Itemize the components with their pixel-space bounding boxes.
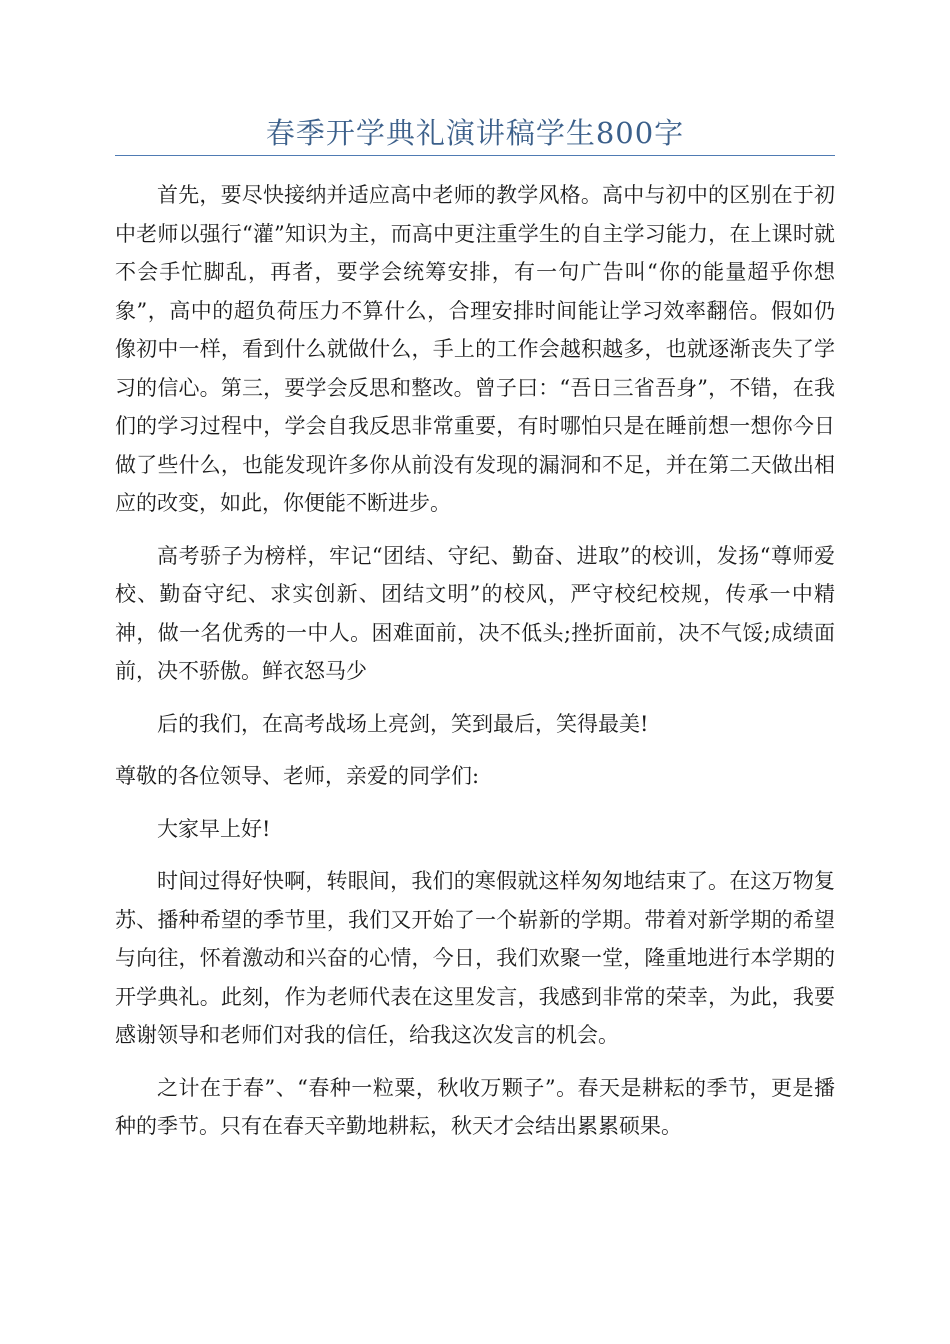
document-body [115, 176, 835, 1160]
paragraph: 高考骄子为榜样，牢记“团结、守纪、勤奋、进取”的校训，发扬“尊师爱校、勤奋守纪、求实创新、团结文明”的校风，严守校纪校规，传承一中精神，做一名优秀的一中人。困难面前，决不低头;挫折面前，决不气馁;成绩面前，决不骄傲。鲜衣怒马少 [115, 543, 835, 683]
greeting: 大家早上好! [157, 816, 271, 841]
salutation: 尊敬的各位领导、老师，亲爱的同学们: [115, 764, 480, 788]
title-underline [115, 155, 835, 156]
paragraph: 之计在于春”、“春种一粒粟，秋收万颗子”。春天是耕耘的季节，更是播种的季节。只有在春天辛勤地耕耘，秋天才会结出累累硕果。 [115, 1075, 835, 1138]
document-title: 春季开学典礼演讲稿学生800字 [265, 116, 685, 150]
paragraph: 首先，要尽快接纳并适应高中老师的教学风格。高中与初中的区别在于初中老师以强行“灌”知识为主，而高中更注重学生的自主学习能力，在上课时就不会手忙脚乱，再者，要学会统筹安排，有一句广告叫“你的能量超乎你想象”，高中的超负荷压力不算什么，合理安排时间能让学习效率翻倍。假如仍像初中一样，看到什么就做什么，手上的工作会越积越多，也就逐渐丧失了学习的信心。第三，要学会反思和整改。曾子曰：“吾日三省吾身”，不错，在我们的学习过程中，学会自我反思非常重要，有时哪怕只是在睡前想一想你今日做了些什么，也能发现许多你从前没有发现的漏洞和不足，并在第二天做出相应的改变，如此，你便能不断进步。 [115, 183, 835, 515]
paragraph: 后的我们，在高考战场上亮剑，笑到最后，笑得最美! [157, 711, 649, 736]
paragraph: 时间过得好快啊，转眼间，我们的寒假就这样匆匆地结束了。在这万物复苏、播种希望的季节里，我们又开始了一个崭新的学期。带着对新学期的希望与向往，怀着激动和兴奋的心情，今日，我们欢聚一堂，隆重地进行本学期的开学典礼。此刻，作为老师代表在这里发言，我感到非常的荣幸，为此，我要感谢领导和老师们对我的信任，给我这次发言的机会。 [115, 869, 835, 1047]
